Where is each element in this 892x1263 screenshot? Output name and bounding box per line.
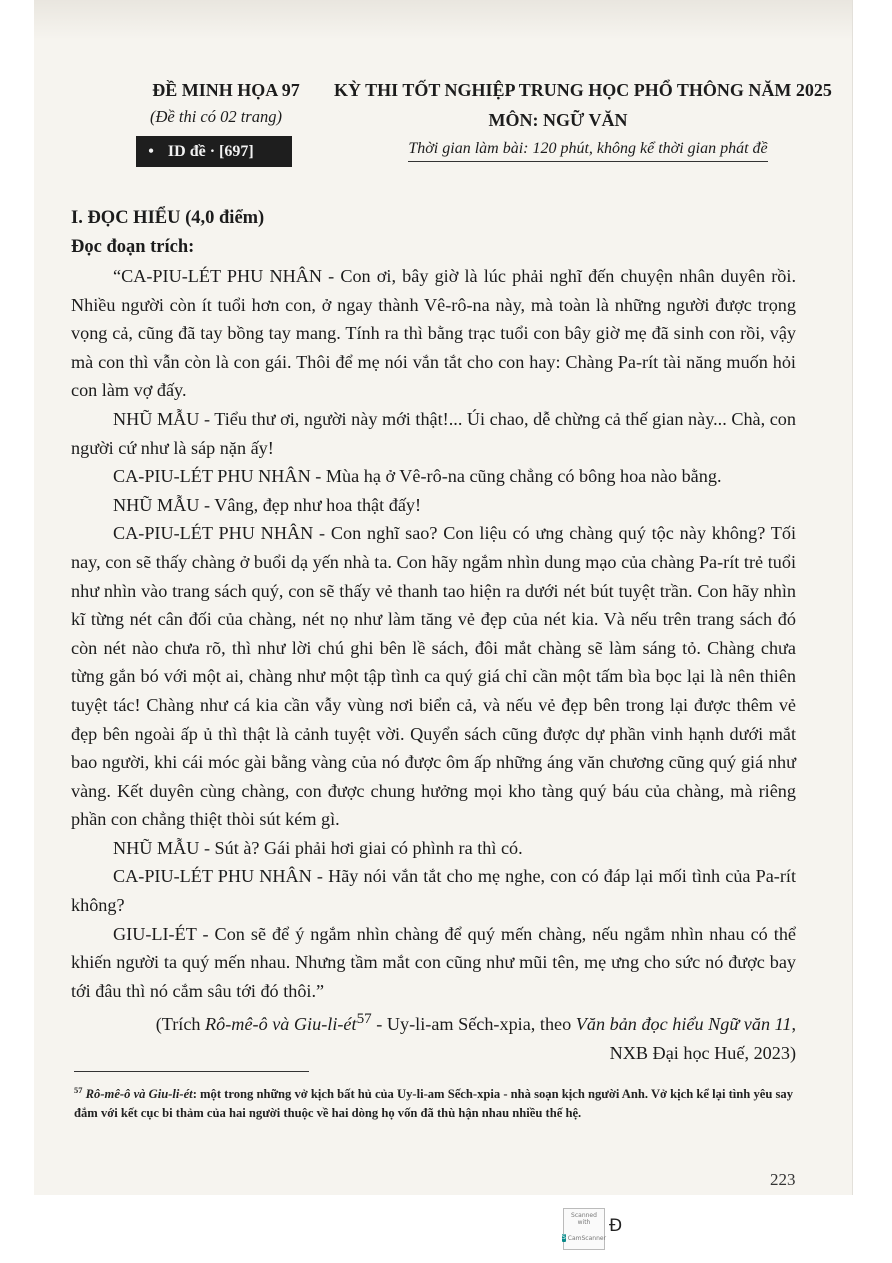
citation-work: Rô-mê-ô và Giu-li-ét (205, 1014, 357, 1035)
exam-header-left (91, 80, 351, 167)
camscanner-logo (561, 1234, 607, 1242)
citation-suffix: , (791, 1014, 796, 1035)
page-edge (852, 0, 853, 1195)
citation-note-mark: 57 (356, 1010, 372, 1028)
footnote-title: Rô-mê-ô và Giu-li-ét (85, 1087, 193, 1102)
section-heading: I. ĐỌC HIỂU (4,0 điểm) (71, 208, 265, 228)
footnote-mark: 57 (74, 1085, 83, 1095)
excerpt-paragraph-1: “CA-PIU-LÉT PHU NHÂN - Con ơi, bây giờ là lúc phải nghĩ đến chuyện nhân duyên rồi. Nhiều người còn ít tuổi hơn con, ở ngay thành Vê-rô-na này, mà toàn là những người được trọng vọng cả, cũng đã tay bồng tay mang. Tính ra thì bằng trạc tuổi con bây giờ mẹ đã sinh con rồi, vậy mà con thì vẫn còn là con gái. Thôi để mẹ nói vắn tắt cho con hay: Chàng Pa-rít tài năng muốn hỏi con làm vợ đấy. (71, 266, 796, 401)
excerpt-paragraph-2: NHŨ MẪU - Tiểu thư ơi, người này mới thật!... Úi chao, dễ chừng cả thế gian này... Chà, con người cứ như là sáp nặn ấy! (71, 408, 796, 458)
footnote-divider (74, 1071, 309, 1072)
citation-prefix: (Trích (155, 1014, 206, 1035)
camscanner-watermark (563, 1208, 605, 1250)
bullet-icon: • (148, 143, 154, 160)
exam-id-label: ID đề · [697] (167, 143, 254, 160)
citation (71, 1005, 796, 1067)
excerpt-paragraph-8: GIU-LI-ÉT - Con sẽ để ý ngắm nhìn chàng để quý mến chàng, nếu ngắm nhìn nhau có thể khiến người ta quý mến nhau. Nhưng tầm mắt con cũng như mũi tên, mẹ ưng cho sức nó được bay tới đâu thì nó cắm sâu tới đó thôi.” (71, 923, 796, 1001)
citation-publisher: NXB Đại học Huế, 2023) (609, 1043, 796, 1064)
scanner-brand: CamScanner (567, 1234, 607, 1242)
exam-id-badge (136, 136, 291, 167)
exam-code-title: ĐỀ MINH HỌA 97 (152, 80, 300, 100)
exam-title: KỲ THI TỐT NGHIỆP TRUNG HỌC PHỔ THÔNG NĂM 2025 (334, 80, 832, 100)
document-page (34, 0, 852, 1195)
scanner-caption: Scanned with (571, 1212, 597, 1226)
section-intro: Đọc đoạn trích: (71, 237, 195, 257)
excerpt-paragraph-7: CA-PIU-LÉT PHU NHÂN - Hãy nói vắn tắt cho mẹ nghe, con có đáp lại mối tình của Pa-rít không? (71, 866, 796, 916)
exam-subject: MÔN: NGỮ VĂN (488, 110, 628, 130)
camscanner-icon: S (561, 1234, 566, 1241)
footnote (74, 1081, 804, 1123)
excerpt-paragraph-6: NHŨ MẪU - Sút à? Gái phải hơi giai có phình ra thì có. (113, 837, 523, 858)
page-number: 223 (770, 1170, 796, 1189)
exam-header-right (334, 80, 832, 162)
excerpt-paragraph-5: CA-PIU-LÉT PHU NHÂN - Con nghĩ sao? Con liệu có ưng chàng quý tộc này không? Tối nay, con sẽ thấy chàng ở buổi dạ yến nhà ta. Con hãy ngắm nhìn dung mạo của chàng Pa-rít trẻ tuổi như nhìn vào trang sách quý, con sẽ thấy vẻ thanh tao hiện ra dưới nét bút tuyệt trần. Con hãy nhìn kĩ từng nét cân đối của chàng, nét nọ như làm tăng vẻ đẹp của nét kia. Và nếu trên trang sách đó còn nét nào chưa rõ, thì như lời chú ghi bên lề sách, đôi mắt chàng sẽ làm sáng tỏ. Chàng chưa từng gắn bó với một ai, chàng như một tập tình ca quý giá chỉ cần một tấm bìa bọc lại là nên thiên tuyệt tác! Chàng như cá kia cần vẫy vùng nơi biển cả, và nếu vẻ đẹp bên trong lại được thêm vẻ đẹp bên ngoài ấp ủ thì thật là cảnh tuyệt vời. Quyển sách cũng được dự phần vinh hạnh dưới mắt bao người, khi cái móc gài bằng vàng của nó được ôm ấp những áng văn chương cũng quý giá như vàng. Kết duyên cùng chàng, con được chung hưởng mọi kho tàng quý báu của chàng, mà riêng phần con chẳng thiệt thòi sút kém gì. (71, 523, 796, 830)
footnote-text: : một trong những vở kịch bất hủ của Uy-li-am Sếch-xpia - nhà soạn kịch người Anh. Vở kịch kể lại tình yêu say đắm với kết cục bi thảm của hai người thuộc về hai dòng họ vốn đã thù hận nhau nhiều thế hệ. (74, 1087, 793, 1121)
excerpt-paragraph-4: NHŨ MẪU - Vâng, đẹp như hoa thật đấy! (113, 494, 422, 515)
exam-time-note: Thời gian làm bài: 120 phút, không kể thời gian phát đề (408, 140, 767, 162)
page-count-note: (Đề thi có 02 trang) (150, 107, 282, 126)
scanner-mark: Đ (609, 1216, 623, 1236)
citation-middle: - Uy-li-am Sếch-xpia, theo (371, 1014, 576, 1035)
excerpt-paragraph-3: CA-PIU-LÉT PHU NHÂN - Mùa hạ ở Vê-rô-na cũng chẳng có bông hoa nào bằng. (113, 466, 722, 487)
reading-section (71, 204, 796, 1068)
citation-source: Văn bản đọc hiểu Ngữ văn 11 (575, 1014, 792, 1035)
